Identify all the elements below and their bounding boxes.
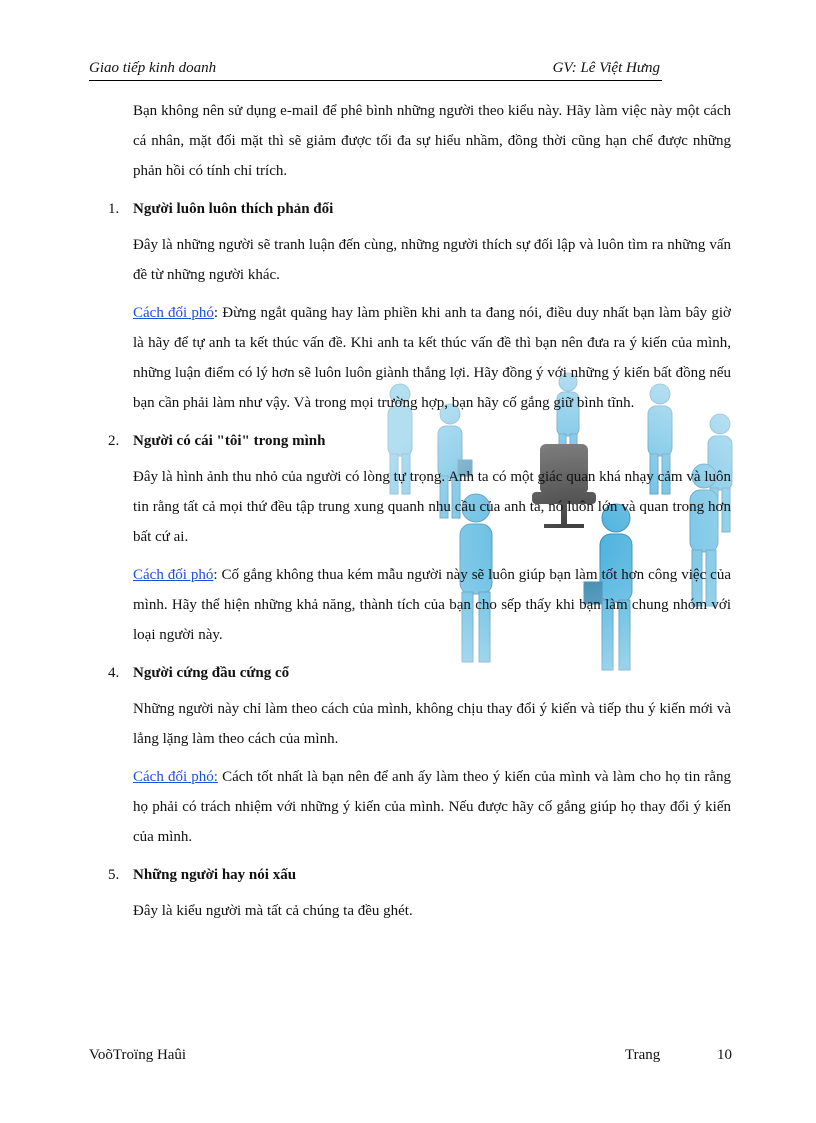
footer-page-label: Trang (625, 1047, 661, 1063)
section-title: Người luôn luôn thích phản đối (133, 201, 334, 217)
section-heading (108, 194, 731, 224)
section-number: 5. (108, 867, 120, 883)
section-number: 1. (108, 201, 120, 217)
document-body (108, 96, 732, 934)
section-advice (133, 762, 731, 852)
section-number: 2. (108, 433, 120, 449)
section-title: Người có cái "tôi" trong mình (133, 433, 326, 449)
advice-text: Đừng ngắt quãng hay làm phiền khi anh ta đang nói, điều duy nhất bạn làm bây giờ là hãy để tự anh ta kết thúc vấn đề. Khi anh ta kết thúc vấn đề thì bạn nên đưa ra ý kiến của mình, những luận điểm có lý hơn sẽ luôn luôn giành thắng lợi. Hãy đồng ý với những ý kiến bất đồng nếu bạn cần phải làm như vậy. Và trong mọi trường hợp, bạn hãy cố gắng giữ bình tĩnh. (133, 305, 731, 411)
advice-link[interactable]: Cách đối phó: (133, 769, 218, 785)
section-description: Đây là hình ảnh thu nhỏ của người có lòng tự trọng. Anh ta có một giác quan khá nhạy cảm và luôn tin rằng tất cả mọi thứ đều tập trung xung quanh nhu cầu của anh ta, nó luôn lớn và quan trong hơn bất cứ ai. (133, 469, 731, 545)
advice-text: Cách tốt nhất là bạn nên để anh ấy làm theo ý kiến của mình và làm cho họ tin rằng họ phải có trách nhiệm với những ý kiến của mình. Nếu được hãy cố gắng giúp họ thay đổi ý kiến của mình. (133, 769, 732, 845)
section-heading (108, 426, 731, 456)
header-lecturer: GV: Lê Việt Hưng (552, 60, 660, 76)
advice-text: Cố gắng không thua kém mẫu người này sẽ luôn giúp bạn làm tốt hơn công việc của mình. Hãy thể hiện những khả năng, thành tích của bạn cho sếp thấy khi bạn làm chung nhóm với loại người này. (133, 567, 731, 643)
footer-author: VoõTroïng Haûi (89, 1047, 187, 1063)
advice-separator: : (213, 305, 219, 321)
section-title: Người cứng đầu cứng cổ (133, 665, 290, 681)
section-heading (108, 860, 731, 890)
section-heading (108, 658, 731, 688)
advice-link[interactable]: Cách đối phó (133, 305, 214, 321)
section-title: Những người hay nói xấu (133, 867, 297, 883)
footer-page-number: 10 (717, 1047, 732, 1063)
section-advice (133, 298, 731, 418)
section-advice (133, 560, 731, 650)
section-description: Đây là kiểu người mà tất cả chúng ta đều ghét. (133, 903, 413, 919)
advice-link[interactable]: Cách đối phó (133, 567, 214, 583)
section-description: Đây là những người sẽ tranh luận đến cùng, những người thích sự đối lập và luôn tìm ra những vấn đề từ những người khác. (133, 237, 731, 283)
page-header (89, 58, 662, 81)
section-number: 4. (108, 665, 120, 681)
advice-separator: : (213, 567, 218, 583)
intro-paragraph: Bạn không nên sử dụng e-mail để phê bình những người theo kiểu này. Hãy làm việc này một cách cá nhân, mặt đối mặt thì sẽ giảm được tối đa sự hiểu nhầm, đồng thời cũng hạn chế được những phản hồi có tính chỉ trích. (133, 103, 731, 179)
section-description: Những người này chỉ làm theo cách của mình, không chịu thay đổi ý kiến và tiếp thu ý kiến mới và lẳng lặng làm theo cách của mình. (133, 701, 731, 747)
header-course-title: Giao tiếp kinh doanh (89, 60, 217, 76)
